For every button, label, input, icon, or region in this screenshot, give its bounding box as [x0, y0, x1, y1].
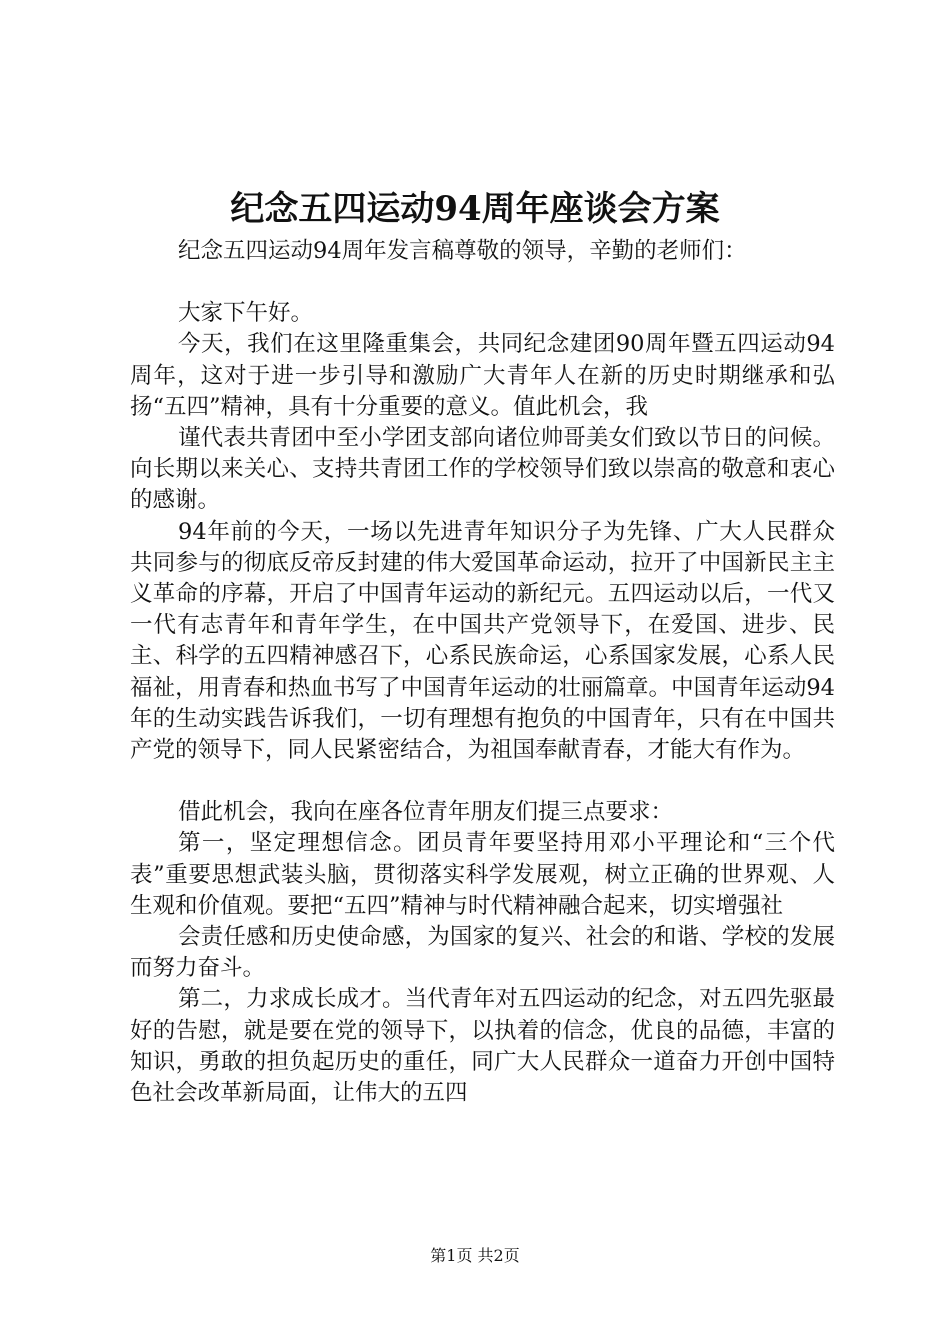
requirements-intro-paragraph: 借此机会，我向在座各位青年朋友们提三点要求：: [178, 799, 674, 826]
salutation-paragraph: 大家下午好。: [178, 300, 314, 327]
requirement-two-paragraph: 第二，力求成长成才。当代青年对五四运动的纪念，对五四先驱最好的告慰，就是要在党的领导下，以执着的信念，优良的品德，丰富的知识，勇敢的担负起历史的重任，同广大人民群众一道奋力开创中国特色社会改革新局面，让伟大的五四: [130, 986, 835, 1107]
page-number-footer: 第1页 共2页: [430, 1246, 520, 1265]
greetings-paragraph: 谨代表共青团中至小学团支部向诸位帅哥美女们致以节日的问候。向长期以来关心、支持共青团工作的学校领导们致以崇高的敬意和衷心的感谢。: [130, 425, 835, 514]
history-paragraph: 94年前的今天，一场以先进青年知识分子为先锋、广大人民群众共同参与的彻底反帝反封建的伟大爱国革命运动，拉开了中国新民主主义革命的序幕，开启了中国青年运动的新纪元。五四运动以后，一代又一代有志青年和青年学生，在中国共产党领导下，在爱国、进步、民主、科学的五四精神感召下，心系民族命运，心系国家发展，心系人民福祉，用青春和热血书写了中国青年运动的壮丽篇章。中国青年运动94年的生动实践告诉我们，一切有理想有抱负的中国青年，只有在中国共产党的领导下，同人民紧密结合，为祖国奉献青春，才能大有作为。: [130, 518, 835, 764]
opening-paragraph: 今天，我们在这里隆重集会，共同纪念建团90周年暨五四运动94周年，这对于进一步引导和激励广大青年人在新的历史时期继承和弘扬“五四”精神，具有十分重要的意义。值此机会，我: [130, 331, 835, 420]
greeting-paragraph: 纪念五四运动94周年发言稿尊敬的领导，辛勤的老师们：: [178, 238, 747, 264]
document-body: [130, 236, 835, 1109]
requirement-one-continued-paragraph: 会责任感和历史使命感，为国家的复兴、社会的和谐、学校的发展而努力奋斗。: [130, 924, 835, 982]
document-title: 纪念五四运动94周年座谈会方案: [230, 189, 720, 229]
requirement-one-paragraph: 第一，坚定理想信念。团员青年要坚持用邓小平理论和“三个代表”重要思想武装头脑，贯彻落实科学发展观，树立正确的世界观、人生观和价值观。要把“五四”精神与时代精神融合起来，切实增强社: [130, 830, 835, 919]
